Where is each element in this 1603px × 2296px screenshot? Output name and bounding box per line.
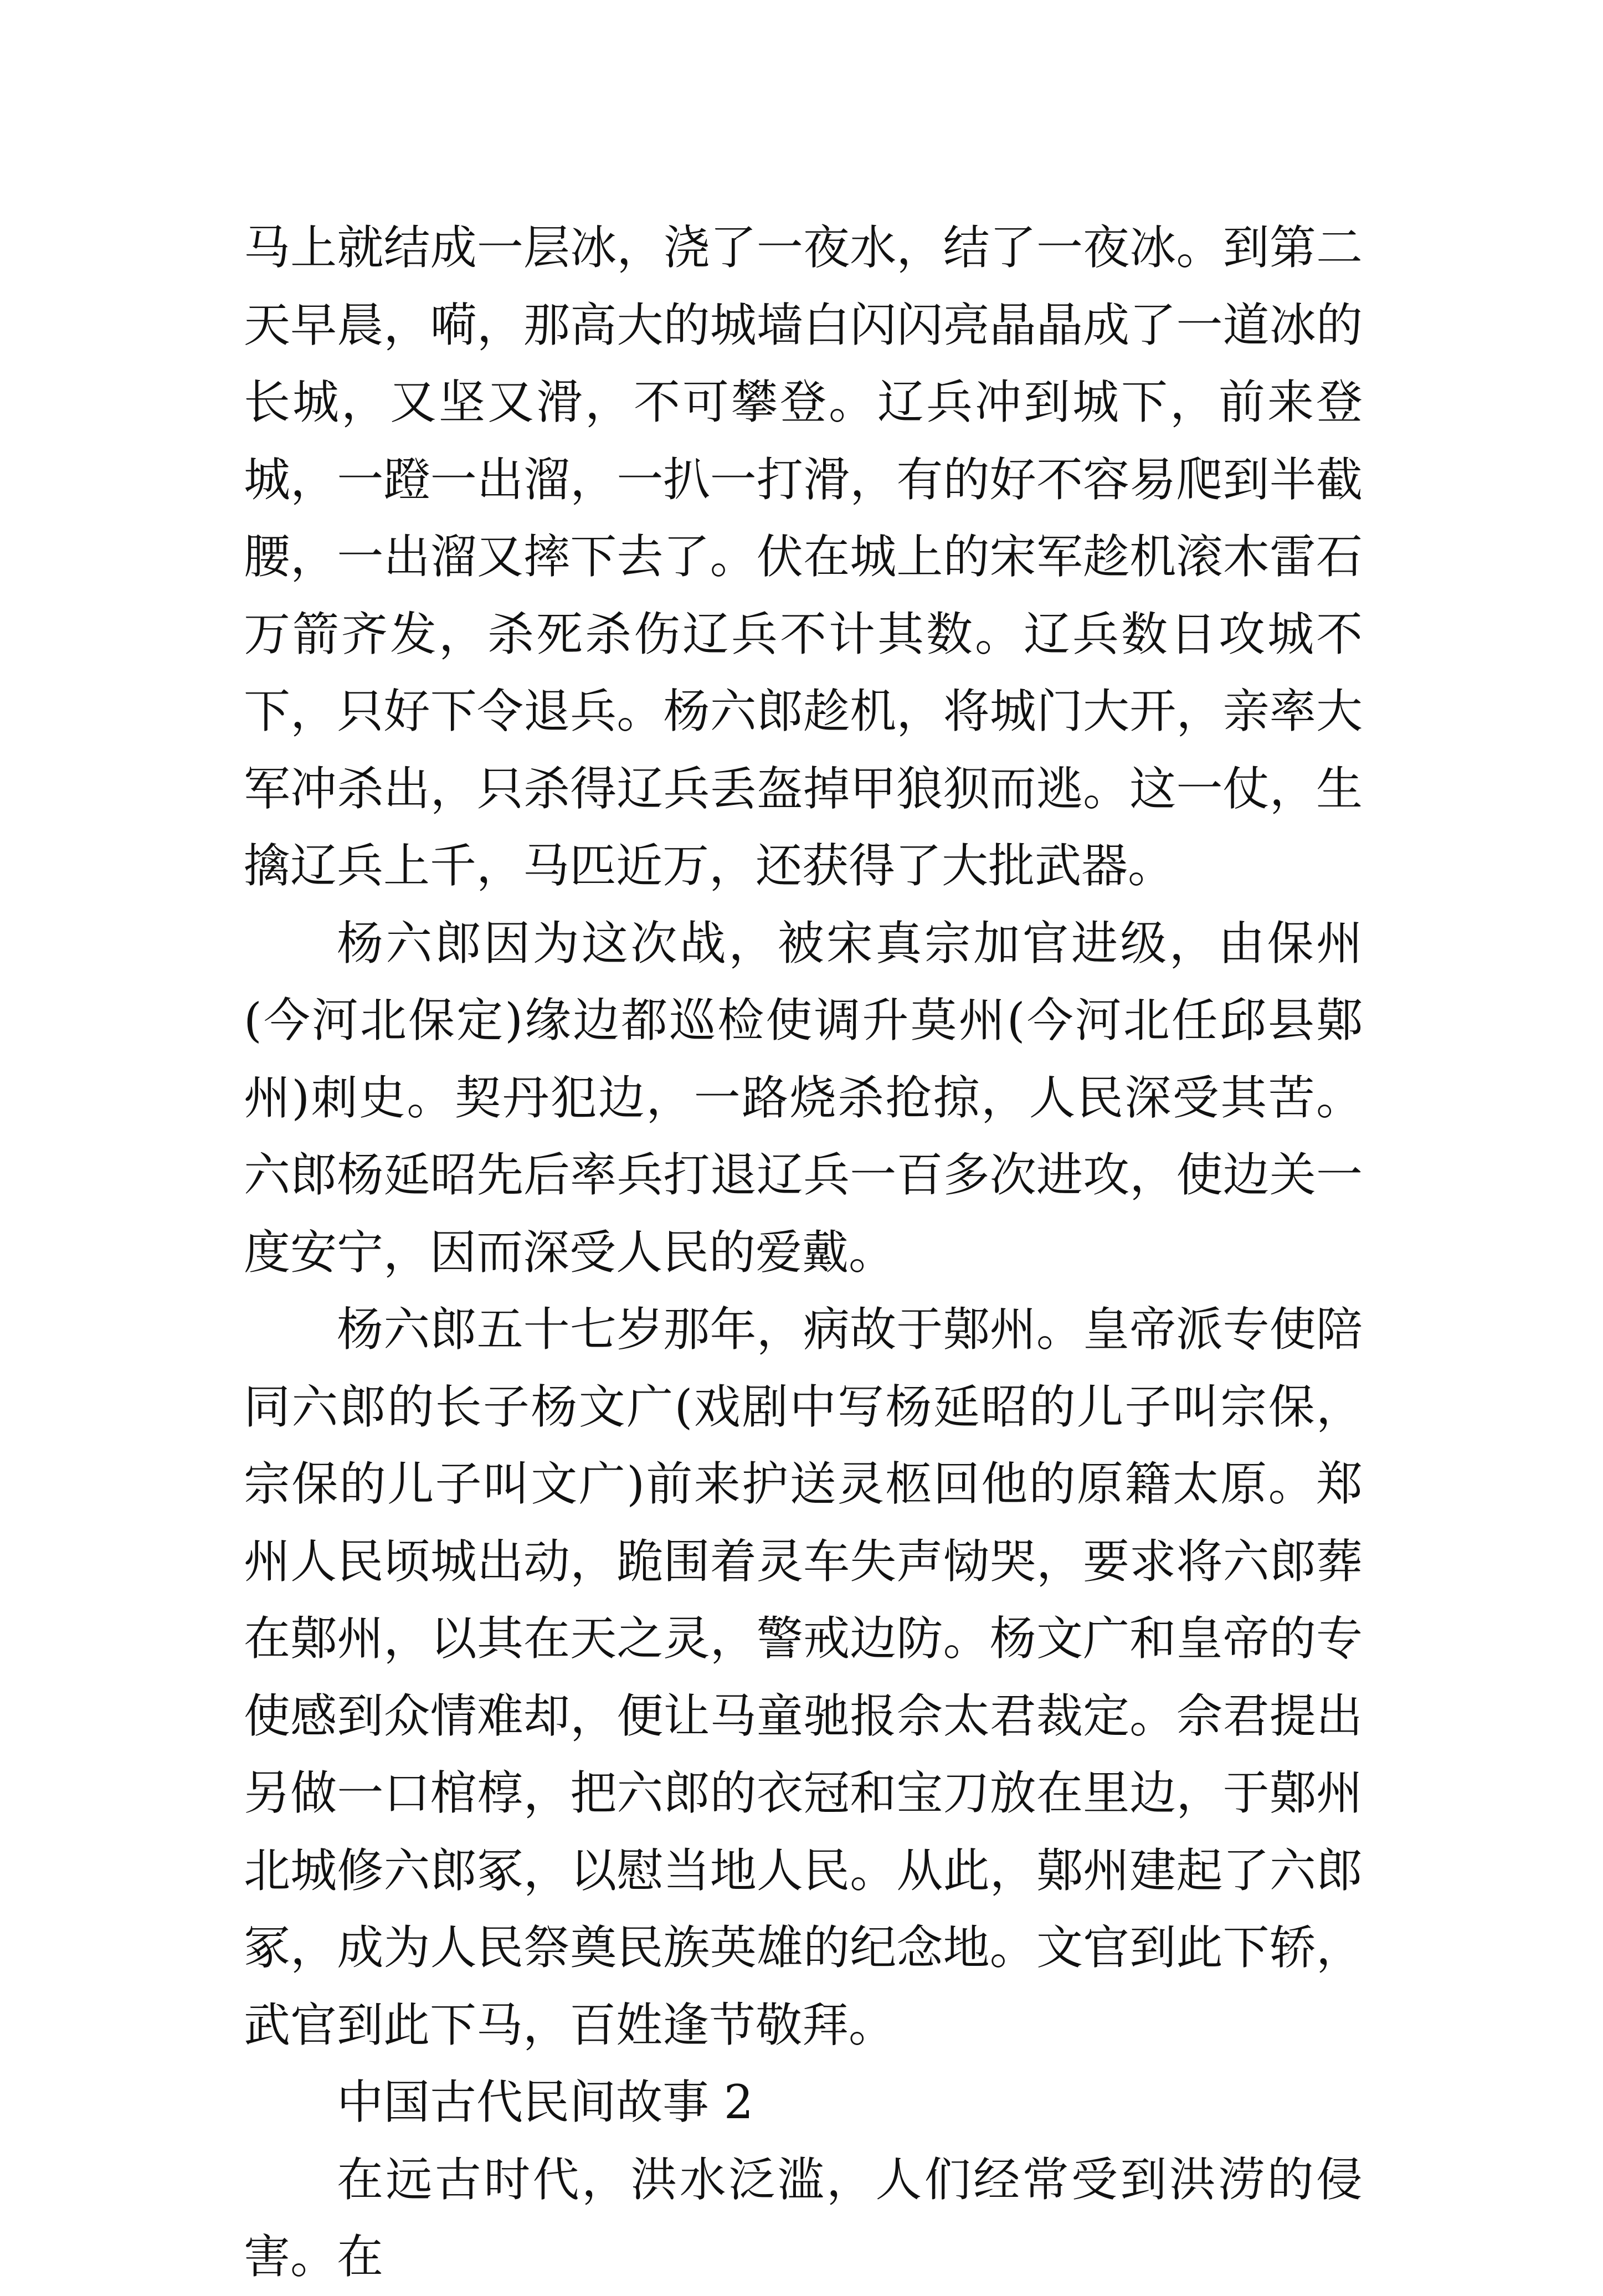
paragraph-4: 在远古时代，洪水泛滥，人们经常受到洪涝的侵害。在: [244, 2152, 1363, 2284]
paragraph-1: 马上就结成一层冰，浇了一夜水，结了一夜冰。到第二天早晨，嗬，那高大的城墙白闪闪亮晶晶成了一道冰的长城，又坚又滑，不可攀登。辽兵冲到城下，前来登城，一蹬一出溜，一扒一打滑，有的好不容易爬到半截腰，一出溜又摔下去了。伏在城上的宋军趁机滚木雷石万箭齐发，杀死杀伤辽兵不计其数。辽兵数日攻城不下，只好下令退兵。杨六郎趁机，将城门大开，亲率大军冲杀出，只杀得辽兵丢盔掉甲狼狈而逃。这一仗，生擒辽兵上千，马匹近万，还获得了大批武器。: [244, 220, 1363, 893]
section-heading: 中国古代民间故事 2: [337, 2075, 754, 2129]
paragraph-2: 杨六郎因为这次战，被宋真宗加官进级，由保州(今河北保定)缘边都巡检使调升莫州(今河北任邱县鄚州)刺史。契丹犯边，一路烧杀抢掠，人民深受其苦。六郎杨延昭先后率兵打退辽兵一百多次进攻，使边关一度安宁，因而深受人民的爱戴。: [244, 916, 1363, 1280]
body-text: [244, 209, 1363, 2296]
paragraph-3: 杨六郎五十七岁那年，病故于鄚州。皇帝派专使陪同六郎的长子杨文广(戏剧中写杨延昭的儿子叫宗保，宗保的儿子叫文广)前来护送灵柩回他的原籍太原。郑州人民顷城出动，跪围着灵车失声恸哭，要求将六郎葬在鄚州，以其在天之灵，警戒边防。杨文广和皇帝的专使感到众情难却，便让马童驰报佘太君裁定。佘君提出另做一口棺椁，把六郎的衣冠和宝刀放在里边，于鄚州北城修六郎冢，以慰当地人民。从此，鄚州建起了六郎冢，成为人民祭奠民族英雄的纪念地。文官到此下轿，武官到此下马，百姓逢节敬拜。: [244, 1302, 1363, 2052]
